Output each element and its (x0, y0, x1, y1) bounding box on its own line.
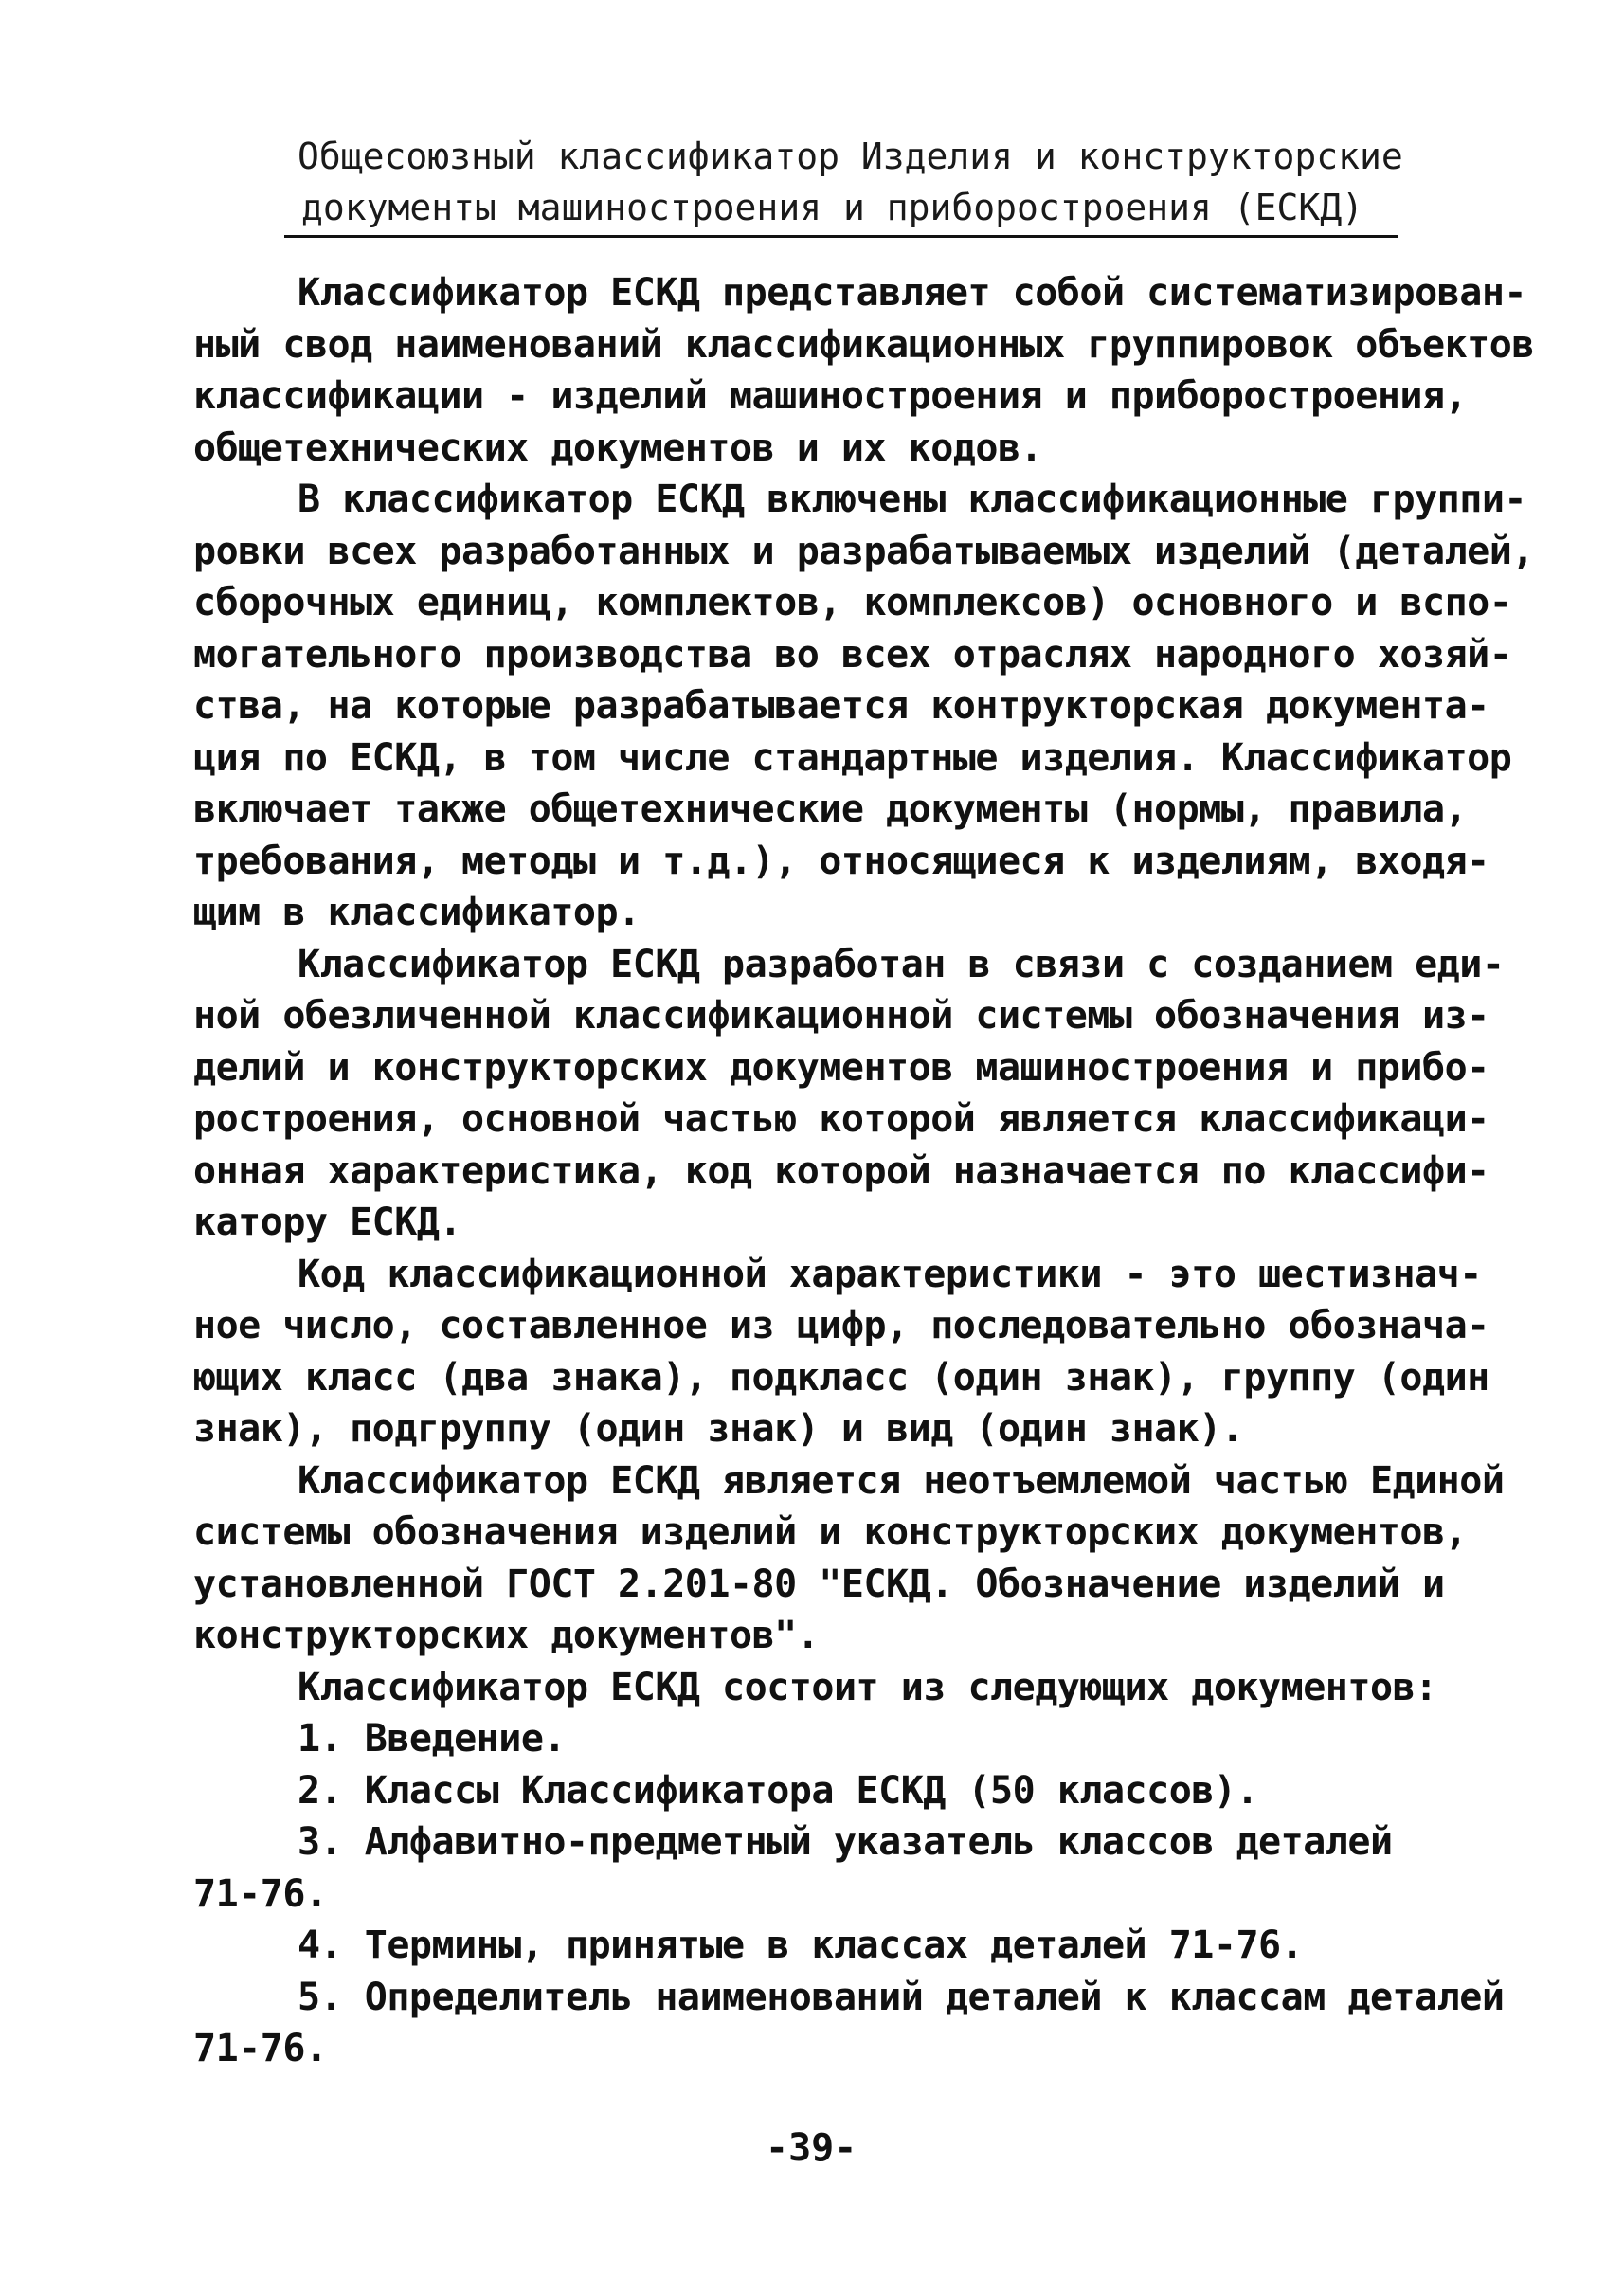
body-line: общетехнических документов и их кодов. (193, 425, 1043, 470)
body-line: ростроения, основной частью которой является классификаци- (193, 1097, 1489, 1141)
body-line: Код классификационной характеристики - это шестизнач- (298, 1252, 1482, 1296)
body-line: знак), подгруппу (один знак) и вид (один знак). (193, 1407, 1244, 1451)
body-line: требования, методы и т.д.), относящиеся к изделиям, входя- (193, 839, 1489, 883)
body-text (193, 267, 1534, 2075)
body-line: 5. Определитель наименований деталей к классам деталей (298, 1975, 1505, 2019)
body-line: ной обезличенной классификационной системы обозначения из- (193, 994, 1489, 1038)
body-line: Классификатор ЕСКД является неотъемлемой частью Единой (298, 1458, 1505, 1503)
heading-line-1: Общесоюзный классификатор Изделия и конструкторские (298, 135, 1403, 177)
body-line: делий и конструкторских документов машиностроения и прибо- (193, 1045, 1489, 1090)
body-line: ющих класс (два знака), подкласс (один знак), группу (один (193, 1355, 1489, 1400)
body-line: щим в классификатор. (193, 891, 641, 934)
body-line: Классификатор ЕСКД представляет собой систематизирован- (298, 271, 1527, 315)
body-line: онная характеристика, код которой назначается по классифи- (193, 1148, 1489, 1193)
body-line: 71-76. (193, 1871, 328, 1916)
body-line: ное число, составленное из цифр, последовательно обознача- (193, 1304, 1489, 1347)
body-line: конструкторских документов". (193, 1614, 820, 1657)
body-line: 1. Введение. (298, 1717, 566, 1761)
body-line: 3. Алфавитно-предметный указатель классов деталей (298, 1820, 1393, 1864)
body-line: Классификатор ЕСКД разработан в связи с созданием еди- (298, 942, 1505, 986)
body-line: ный свод наименований классификационных группировок объектов (193, 322, 1534, 367)
body-line: ства, на которые разрабатывается контрукторская документа- (193, 684, 1489, 728)
body-line: 2. Классы Классификатора ЕСКД (50 классов). (298, 1768, 1259, 1813)
body-line: катору ЕСКД. (193, 1201, 461, 1244)
body-line: 71-76. (193, 2027, 328, 2070)
body-line: Классификатор ЕСКД состоит из следующих документов: (298, 1665, 1437, 1709)
body-line: 4. Термины, принятые в классах деталей 71-76. (298, 1924, 1304, 1967)
body-line: системы обозначения изделий и конструкторских документов, (193, 1510, 1468, 1554)
body-line: классификации - изделий машиностроения и приборостроения, (193, 374, 1468, 418)
heading-line-2: документы машиностроения и приборостроения (ЕСКД) (284, 182, 1398, 238)
body-line: В классификатор ЕСКД включены классификационные группи- (298, 478, 1527, 521)
body-line: сборочных единиц, комплектов, комплексов) основного и вспо- (193, 581, 1512, 624)
body-line: ция по ЕСКД, в том числе стандартные изделия. Классификатор (193, 735, 1512, 780)
body-line: ровки всех разработанных и разрабатываемых изделий (деталей, (193, 529, 1534, 573)
body-line: включает также общетехнические документы (нормы, правила, (193, 787, 1468, 831)
body-line: установленной ГОСТ 2.201-80 "ЕСКД. Обозначение изделий и (193, 1562, 1445, 1606)
page-number: -39- (766, 2126, 857, 2170)
body-line: могательного производства во всех отраслях народного хозяй- (193, 632, 1512, 677)
